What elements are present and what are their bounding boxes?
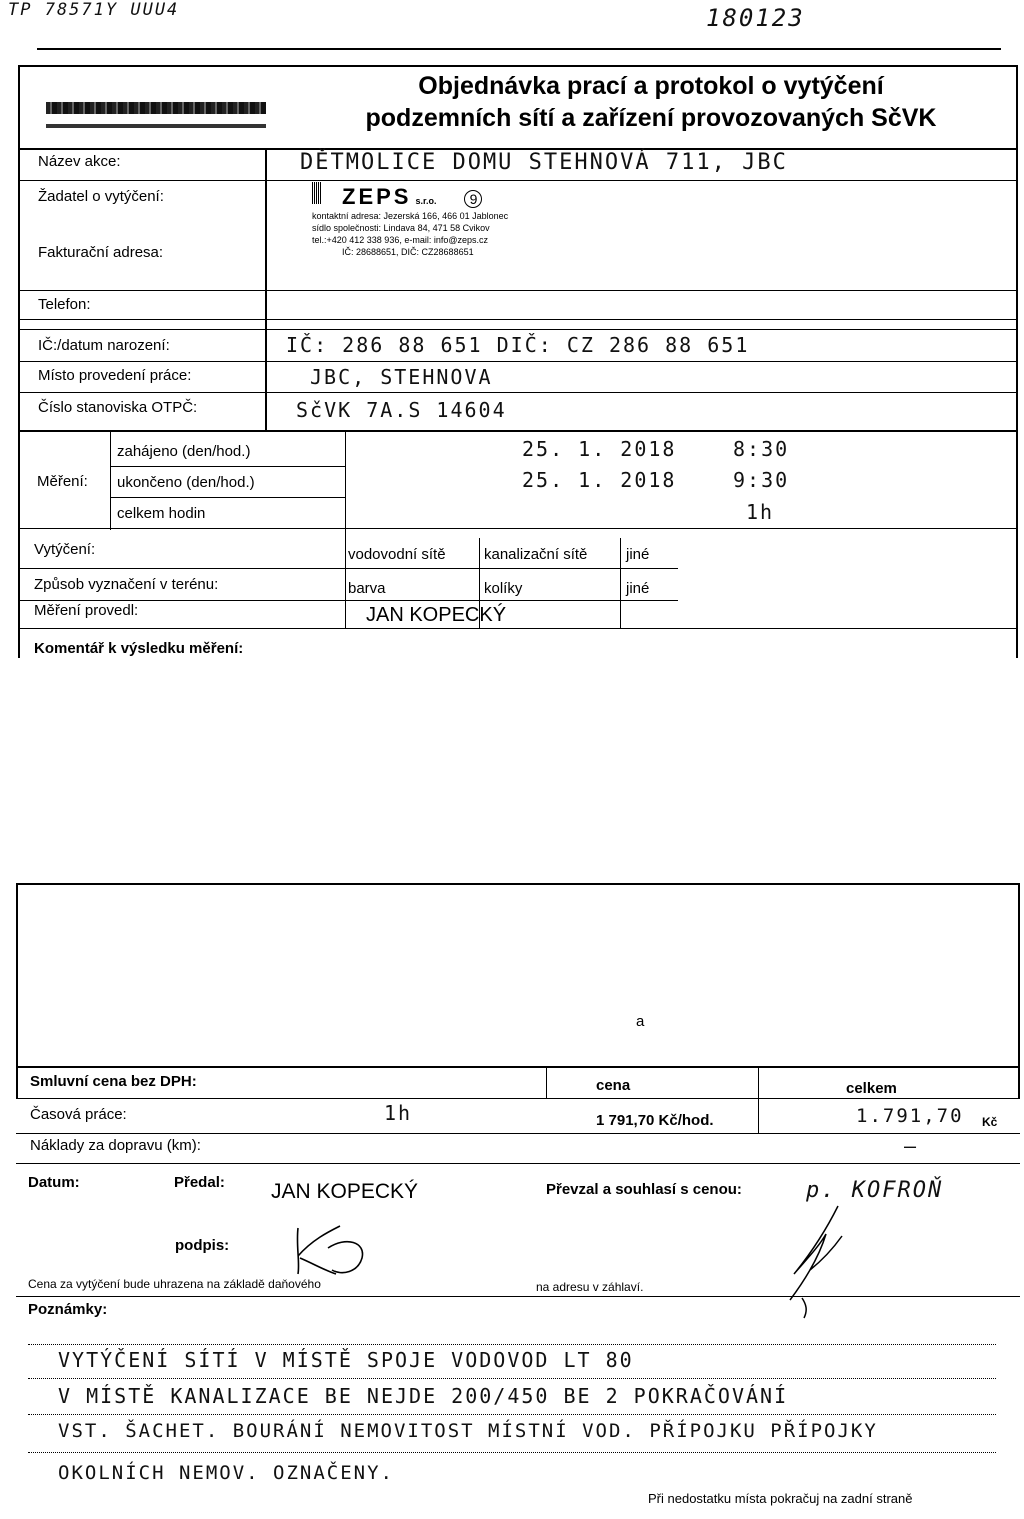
stamp-number-9-icon: 9 [464,190,482,208]
casova-prace-rate: 1 791,70 Kč/hod. [596,1112,714,1129]
doprava-total: — [904,1134,919,1158]
zpusob-option-jine: jiné [626,580,650,597]
row-divider [18,319,1018,320]
smluvni-cena-label: Smluvní cena bez DPH: [30,1073,197,1090]
price-col-divider [758,1066,759,1134]
row-divider [18,290,1018,291]
poznamky-line-3: VST. ŠACHET. BOURÁNÍ NEMOVITOST MÍSTNÍ VOD. PŘÍPOJKU PŘÍPOJKY [58,1420,878,1442]
ukonceno-time: 9:30 [733,468,790,492]
celkem-hodin-label: celkem hodin [117,505,206,522]
doprava-label: Náklady za dopravu (km): [30,1137,201,1154]
misto-value: JBC, STEHNOVA [310,365,493,389]
row-divider [110,466,345,467]
zpusob-label: Způsob vyznačení v terénu: [34,576,219,593]
stamp-logo-suffix: s.r.o. [415,196,437,206]
prevzal-signature [780,1200,860,1320]
row-divider [18,568,678,569]
row-divider [16,1296,1020,1297]
misto-label: Místo provedení práce: [38,367,192,384]
stanovisko-label: Číslo stanoviska OTPČ: [38,399,198,416]
row-divider [18,628,1018,629]
payment-note-right: na adresu v záhlaví. [536,1280,644,1294]
stamp-logo: ZEPS [342,184,412,209]
row-divider [18,528,1018,529]
company-logo-underline [46,124,266,128]
zpusob-option-barva: barva [348,580,386,597]
zahajeno-time: 8:30 [733,437,790,461]
zadatel-label: Žadatel o vytýčení: [38,188,164,205]
poznamky-footer: Při nedostatku místa pokračuj na zadní straně [648,1491,913,1506]
page-title-line-1: Objednávka prací a protokol o vytýčení [418,72,884,100]
celkem-column-header: celkem [846,1080,897,1097]
celkem-hodin-value: 1h [746,500,775,524]
payment-note-left: Cena za vytýčení bude uhrazena na základě daňového [28,1277,321,1291]
note-dotted-line [28,1414,996,1415]
frame-top-line [37,48,1001,50]
predal-value: JAN KOPECKÝ [271,1180,419,1203]
lower-frame-top [16,883,1020,885]
option-divider [620,538,621,628]
stamp-line-4: IČ: 28688651, DIČ: CZ28688651 [342,247,474,257]
telefon-label: Telefon: [38,296,91,313]
ic-label: IČ:/datum narození: [38,337,170,354]
poznamky-line-2: V MÍSTĚ KANALIZACE BE NEJDE 200/450 BE 2 POKRAČOVÁNÍ [58,1384,789,1408]
zpusob-option-koliky: kolíky [484,580,523,597]
predal-label: Předal: [174,1174,225,1191]
document-reference-right: 180123 [706,4,805,32]
stamp-line-1: kontaktní adresa: Jezerská 166, 466 01 Jablonec [312,211,509,221]
casova-prace-label: Časová práce: [30,1106,127,1123]
mereni-label: Měření: [37,473,88,490]
provedl-value: JAN KOPECKÝ [366,604,507,626]
poznamky-line-1: VYTÝČENÍ SÍTÍ V MÍSTĚ SPOJE VODOVOD LT 80 [58,1348,634,1372]
poznamky-label: Poznámky: [28,1301,108,1318]
frame-top-line-2 [18,65,1018,67]
stamp-line-2: sídlo společnosti: Lindava 84, 471 58 Cvikov [312,223,490,233]
vytyceni-option-kanalizacni: kanalizační sítě [484,546,588,563]
cena-column-header: cena [596,1077,631,1094]
row-divider [16,1133,1020,1134]
stray-letter-a: a [636,1013,645,1030]
row-divider [16,1098,1020,1099]
mereni-divider [110,432,111,530]
row-divider [18,600,678,601]
note-dotted-line [28,1452,996,1453]
casova-prace-total-unit: Kč [982,1115,998,1129]
nazev-akce-value: DĚTMOLICE DOMU STEHNOVÁ 711, JBC [300,150,788,175]
price-col-divider [546,1066,547,1098]
page-title-line-2: podzemních sítí a zařízení provozovaných SčVK [365,104,937,132]
fakturacni-adresa-label: Fakturační adresa: [38,244,164,261]
komentar-label: Komentář k výsledku měření: [34,640,244,657]
prevzal-label: Převzal a souhlasí s cenou: [546,1181,742,1198]
casova-prace-hours: 1h [384,1101,413,1125]
poznamky-line-4: OKOLNÍCH NEMOV. OZNAČENY. [58,1462,394,1484]
row-divider [18,180,1018,181]
row-divider [18,392,1018,393]
price-table-top [16,1066,1020,1068]
ukonceno-date: 25. 1. 2018 [522,468,677,492]
row-divider [18,329,1018,330]
nazev-akce-label: Název akce: [38,153,121,170]
note-dotted-line [28,1378,996,1379]
podpis-label: podpis: [175,1237,230,1254]
stamp-line-3: tel.:+420 412 338 936, e-mail: info@zeps.cz [312,235,488,245]
stanovisko-value: SčVK 7A.S 14604 [296,398,507,422]
zahajeno-date: 25. 1. 2018 [522,437,677,461]
predal-signature [280,1218,390,1280]
row-divider [110,497,345,498]
note-dotted-line [28,1344,996,1345]
mereni-value-divider [345,432,346,628]
company-logo-graphic [46,102,266,114]
section-divider [18,430,1018,432]
prevzal-value: p. KOFROŇ [806,1178,944,1203]
ukonceno-label: ukončeno (den/hod.) [117,474,255,491]
vytyceni-option-jine: jiné [626,546,650,563]
provedl-label: Měření provedl: [34,602,139,619]
vytyceni-label: Vytýčení: [34,541,96,558]
document-reference-left: TP 78571Y UUU4 [8,0,180,20]
datum-label: Datum: [28,1174,80,1191]
zahajeno-label: zahájeno (den/hod.) [117,443,251,460]
row-divider [16,1163,1020,1164]
ic-value: IČ: 286 88 651 DIČ: CZ 286 88 651 [286,333,750,357]
company-stamp [312,182,562,258]
vytyceni-option-vodovodni: vodovodní sítě [348,546,446,563]
row-divider [18,361,1018,362]
casova-prace-total: 1.791,70 [856,1105,964,1127]
